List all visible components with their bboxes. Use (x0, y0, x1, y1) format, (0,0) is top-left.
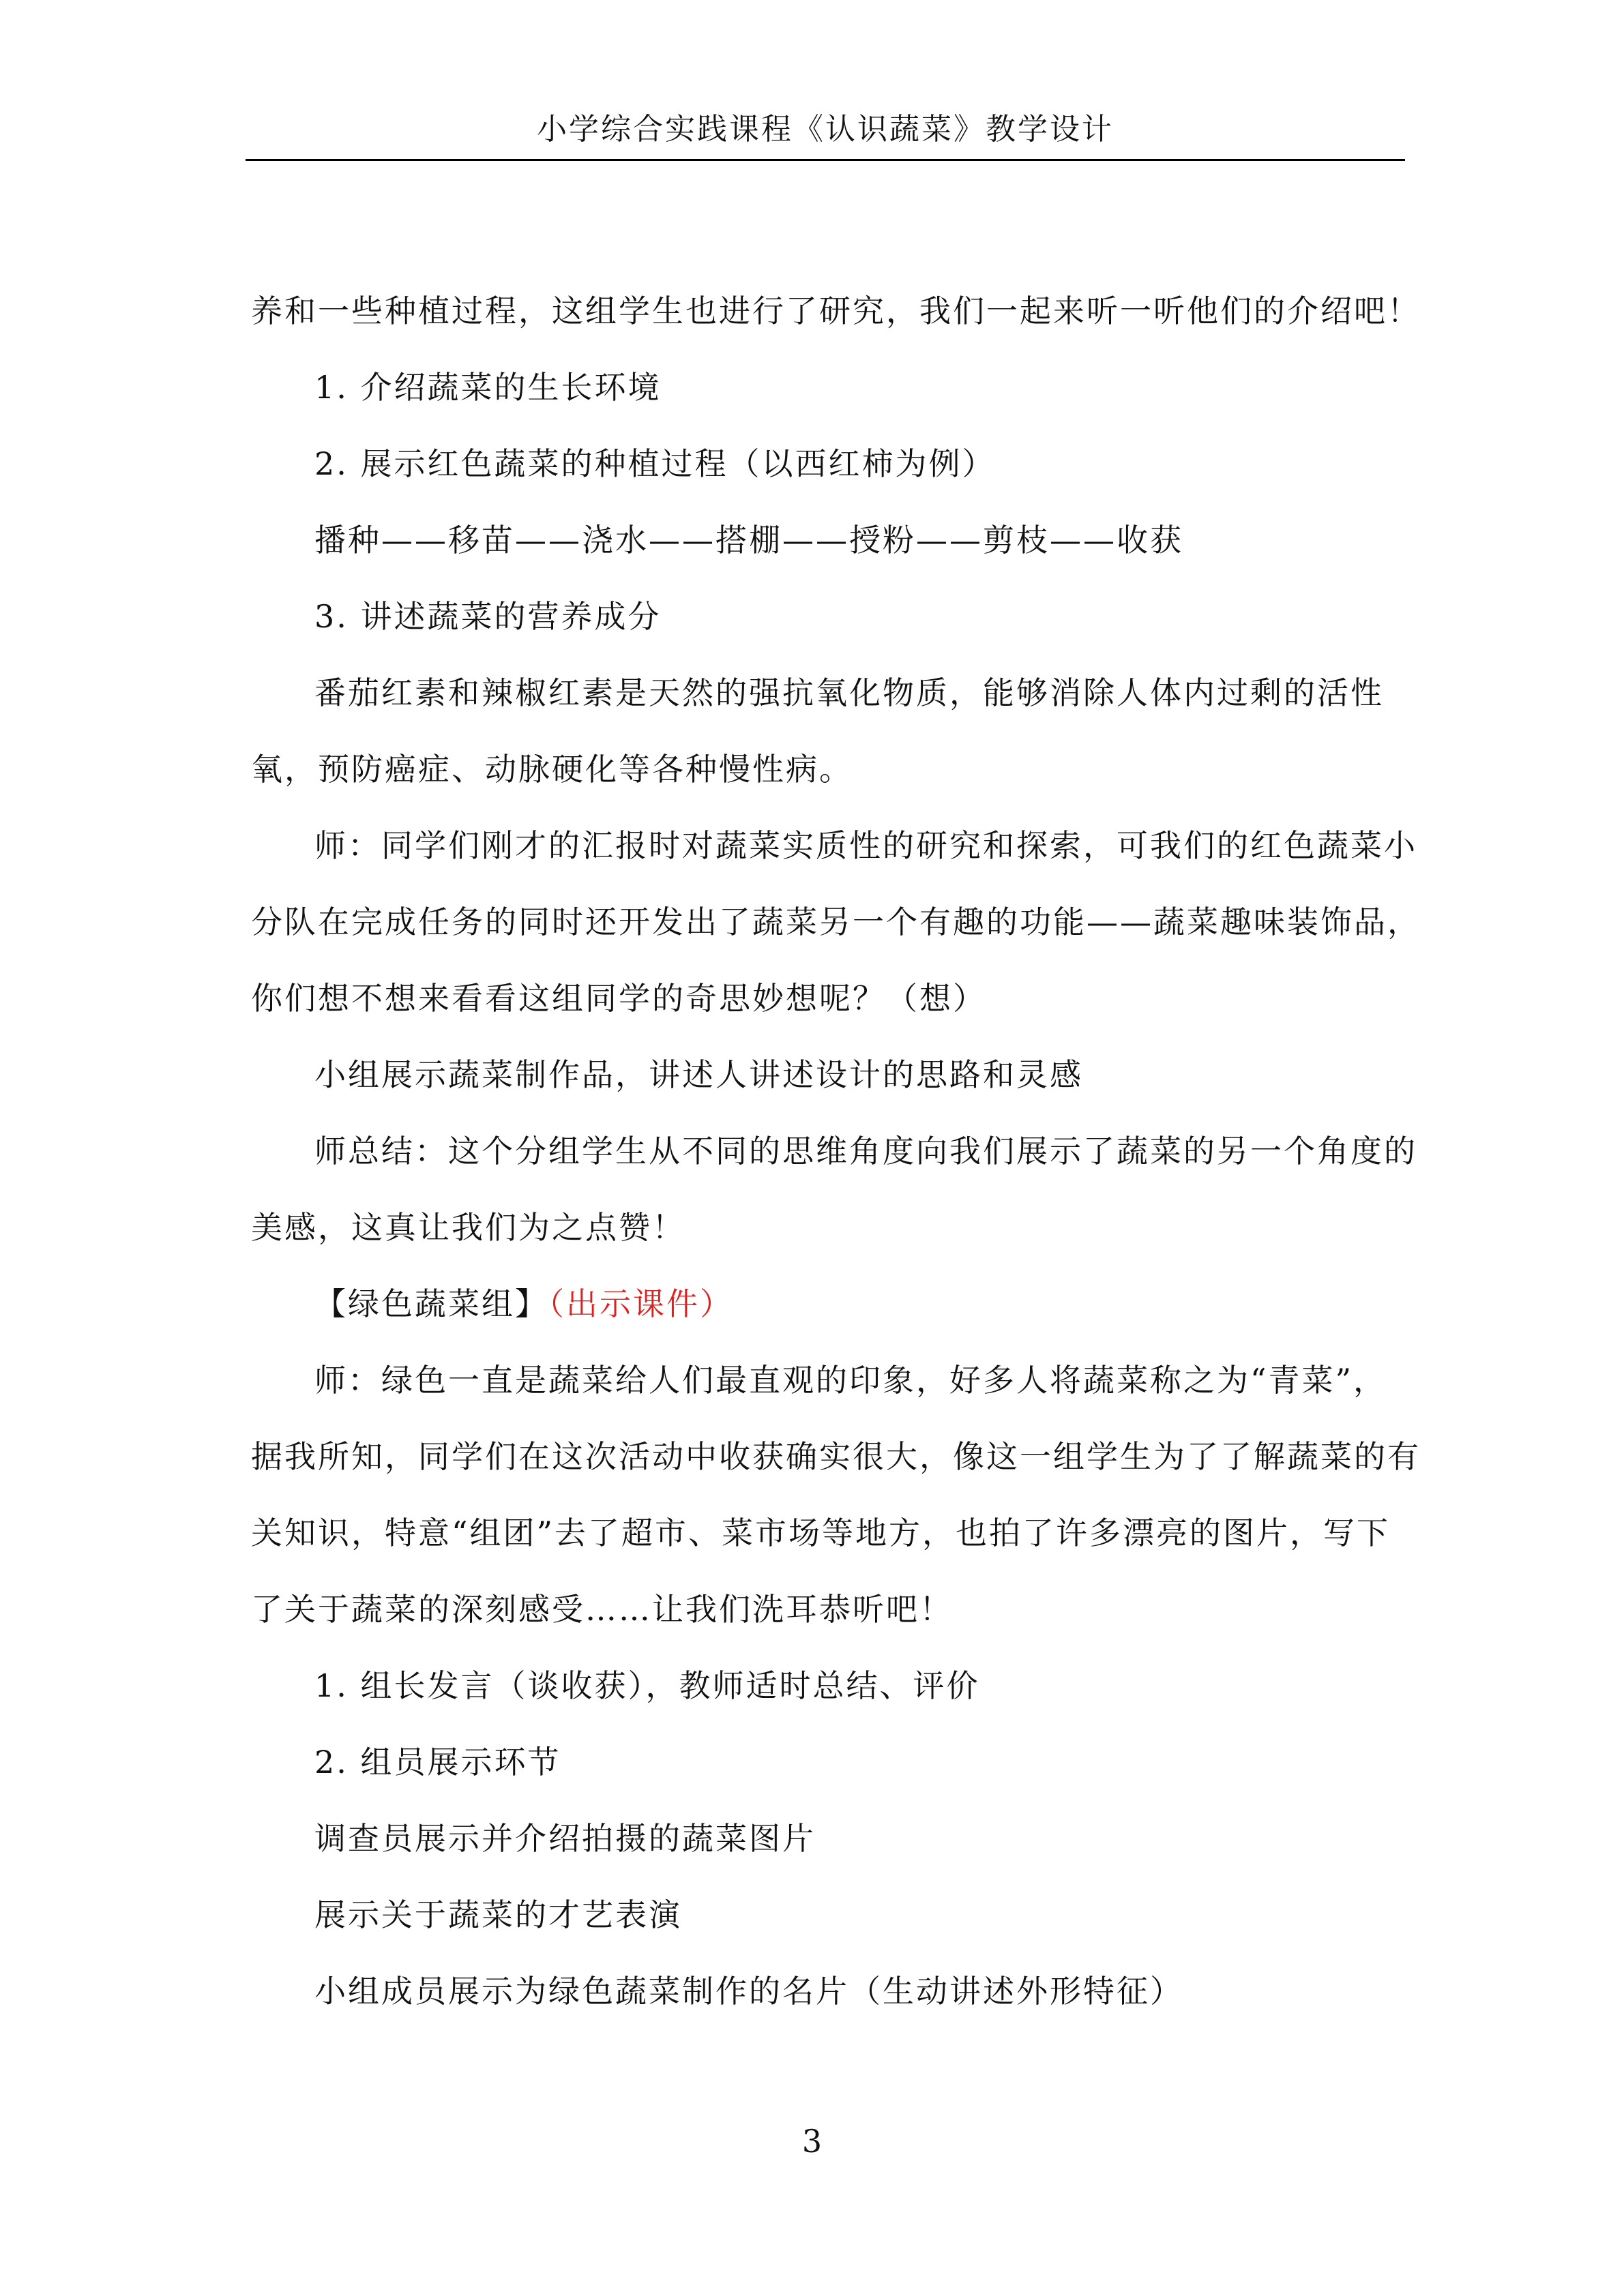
paragraph-line: 美感，这真让我们为之点赞！ (251, 1209, 685, 1246)
paragraph-line: 关知识，特意“组团”去了超市、菜市场等地方，也拍了许多漂亮的图片，写下 (251, 1515, 1391, 1551)
paragraph-line: 师：同学们刚才的汇报时对蔬菜实质性的研究和探索，可我们的红色蔬菜小 (314, 827, 1417, 864)
list-item: 3. 讲述蔬菜的营养成分 (314, 598, 662, 635)
paragraph-line: 据我所知，同学们在这次活动中收获确实很大，像这一组学生为了了解蔬菜的有 (251, 1438, 1421, 1475)
section-heading-label: 【绿色蔬菜组】 (314, 1285, 548, 1322)
paragraph-line: 你们想不想来看看这组同学的奇思妙想呢？（想） (251, 980, 986, 1017)
courseware-note: （出示课件） (548, 1285, 733, 1322)
paragraph-line: 分队在完成任务的同时还开发出了蔬菜另一个有趣的功能——蔬菜趣味装饰品， (251, 904, 1421, 940)
header-divider (246, 159, 1405, 161)
paragraph-line: 了关于蔬菜的深刻感受……让我们洗耳恭听吧！ (251, 1591, 953, 1628)
paragraph-line: 养和一些种植过程，这组学生也进行了研究，我们一起来听一听他们的介绍吧！ (251, 293, 1421, 329)
list-item: 2. 组员展示环节 (314, 1744, 561, 1780)
list-item: 1. 介绍蔬菜的生长环境 (314, 369, 662, 406)
paragraph-line: 小组成员展示为绿色蔬菜制作的名片（生动讲述外形特征） (314, 1973, 1183, 2010)
paragraph-line: 调查员展示并介绍拍摄的蔬菜图片 (314, 1820, 816, 1857)
paragraph-line: 师：绿色一直是蔬菜给人们最直观的印象，好多人将蔬菜称之为“青菜”， (314, 1362, 1387, 1399)
paragraph-line: 小组展示蔬菜制作品，讲述人讲述设计的思路和灵感 (314, 1056, 1083, 1093)
document-body (251, 273, 1421, 2029)
page-number: 3 (801, 2123, 823, 2160)
process-steps: 播种——移苗——浇水——搭棚——授粉——剪枝——收获 (314, 522, 1183, 558)
list-item: 1. 组长发言（谈收获），教师适时总结、评价 (314, 1667, 980, 1704)
section-heading (251, 1266, 1405, 1342)
page-header-title: 小学综合实践课程《认识蔬菜》教学设计 (537, 112, 1114, 147)
paragraph-line: 展示关于蔬菜的才艺表演 (314, 1896, 682, 1933)
paragraph-line: 师总结：这个分组学生从不同的思维角度向我们展示了蔬菜的另一个角度的 (314, 1133, 1417, 1169)
paragraph-line: 番茄红素和辣椒红素是天然的强抗氧化物质，能够消除人体内过剩的活性 (314, 674, 1384, 711)
list-item: 2. 展示红色蔬菜的种植过程（以西红柿为例） (314, 445, 996, 482)
paragraph-line: 氧，预防癌症、动脉硬化等各种慢性病。 (251, 751, 853, 788)
